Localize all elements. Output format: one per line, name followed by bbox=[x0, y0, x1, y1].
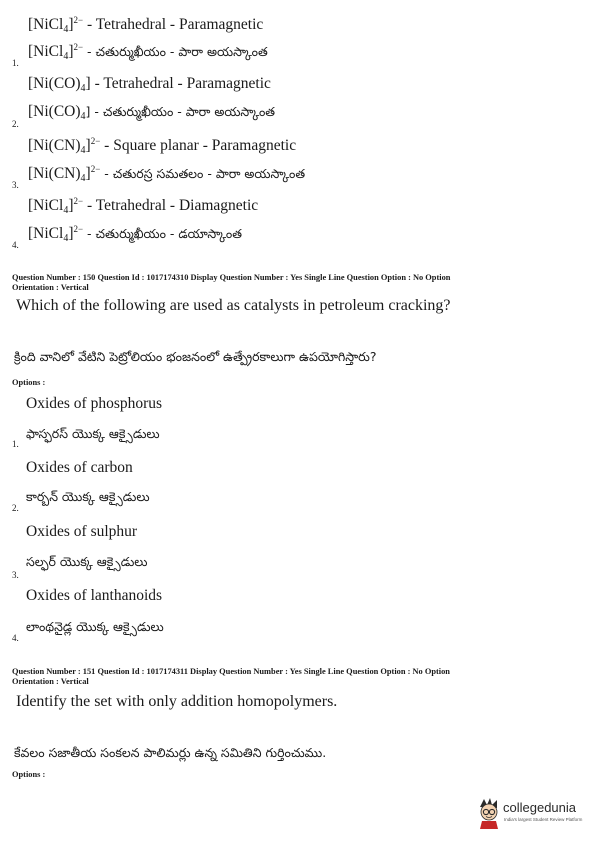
q150-options-label: Options : bbox=[12, 378, 46, 387]
collegedunia-logo bbox=[476, 797, 586, 831]
prev-option-4-te: [NiCl$_4$]$^{2-}$ - చతుర్ముఖీయం - డయాస్కాంత bbox=[28, 224, 242, 244]
q150-option-2-en: Oxides of carbon bbox=[26, 459, 133, 476]
q150-option-3-number: 3. bbox=[12, 570, 19, 580]
q150-option-1-te: ఫాస్ఫరస్ యొక్క ఆక్సైడులు bbox=[26, 426, 160, 441]
prev-option-3-te: $[Ni(CN)_4]^{2-}$ - చతురస్ర సమతలం - పారా అయస్కాంత bbox=[28, 164, 306, 184]
q150-option-3-te: సల్ఫర్ యొక్క ఆక్సైడులు bbox=[26, 554, 148, 569]
q150-option-2-te: కార్బన్ యొక్క ఆక్సైడులు bbox=[26, 489, 150, 504]
mascot-icon bbox=[476, 797, 502, 829]
q150-option-2-number: 2. bbox=[12, 503, 19, 513]
logo-name: collegedunia bbox=[503, 800, 577, 815]
prev-option-3-en: $[Ni(CN)_4]^{2-}$ - Square planar - Paramagnetic bbox=[28, 136, 297, 156]
q150-option-1-number: 1. bbox=[12, 439, 19, 449]
q150-option-1-en: Oxides of phosphorus bbox=[26, 395, 163, 412]
prev-option-1-te: [NiCl$_4$]$^{2-}$ - చతుర్ముఖీయం - పారా అయస్కాంత bbox=[28, 42, 268, 62]
q151-question-en: Identify the set with only addition homopolymers. bbox=[16, 693, 338, 710]
q150-option-4-en: Oxides of lanthanoids bbox=[26, 587, 163, 604]
prev-option-4-en: [NiCl$_4$]$^{2-}$ - Tetrahedral - Diamagnetic bbox=[28, 196, 259, 216]
prev-option-1-en: [NiCl$_4$]$^{2-}$ - Tetrahedral - Paramagnetic bbox=[28, 15, 264, 35]
q151-options-label: Options : bbox=[12, 770, 46, 779]
prev-option-2-number: 2. bbox=[12, 119, 19, 129]
q150-option-4-number: 4. bbox=[12, 633, 19, 643]
logo-tagline: India's largest Student Review Platform bbox=[504, 817, 583, 822]
q151-question-te: కేవలం సజాతీయ సంకలన పాలిమర్లు ఉన్న సమితిని గుర్తించుము. bbox=[14, 745, 327, 760]
q151-meta: Question Number : 151 Question Id : 1017174311 Display Question Number : Yes Single Line Question Option : No Option Orientation : Vertical bbox=[12, 667, 450, 686]
prev-option-1-number: 1. bbox=[12, 58, 19, 68]
prev-option-4-number: 4. bbox=[12, 240, 19, 250]
q150-question-en: Which of the following are used as catalysts in petroleum cracking? bbox=[16, 297, 451, 314]
q150-option-3-en: Oxides of sulphur bbox=[26, 523, 138, 540]
prev-option-2-en: $[Ni(CO)_4]$ - Tetrahedral - Paramagnetic bbox=[28, 75, 271, 94]
q150-question-te: క్రింది వానిలో వేటిని పెట్రోలియం భంజనంలో ఉత్ప్రేరకాలుగా ఉపయోగిస్తారు? bbox=[14, 349, 377, 364]
q150-option-4-te: లాంథనైడ్ల యొక్క ఆక్సైడులు bbox=[26, 619, 164, 634]
q150-meta: Question Number : 150 Question Id : 1017174310 Display Question Number : Yes Single Line Question Option : No Option Orientation : Vertical bbox=[12, 273, 451, 292]
prev-option-3-number: 3. bbox=[12, 180, 19, 190]
prev-option-2-te: $[Ni(CO)_4]$ - చతుర్ముఖీయం - పారా అయస్కాంత bbox=[28, 103, 276, 122]
